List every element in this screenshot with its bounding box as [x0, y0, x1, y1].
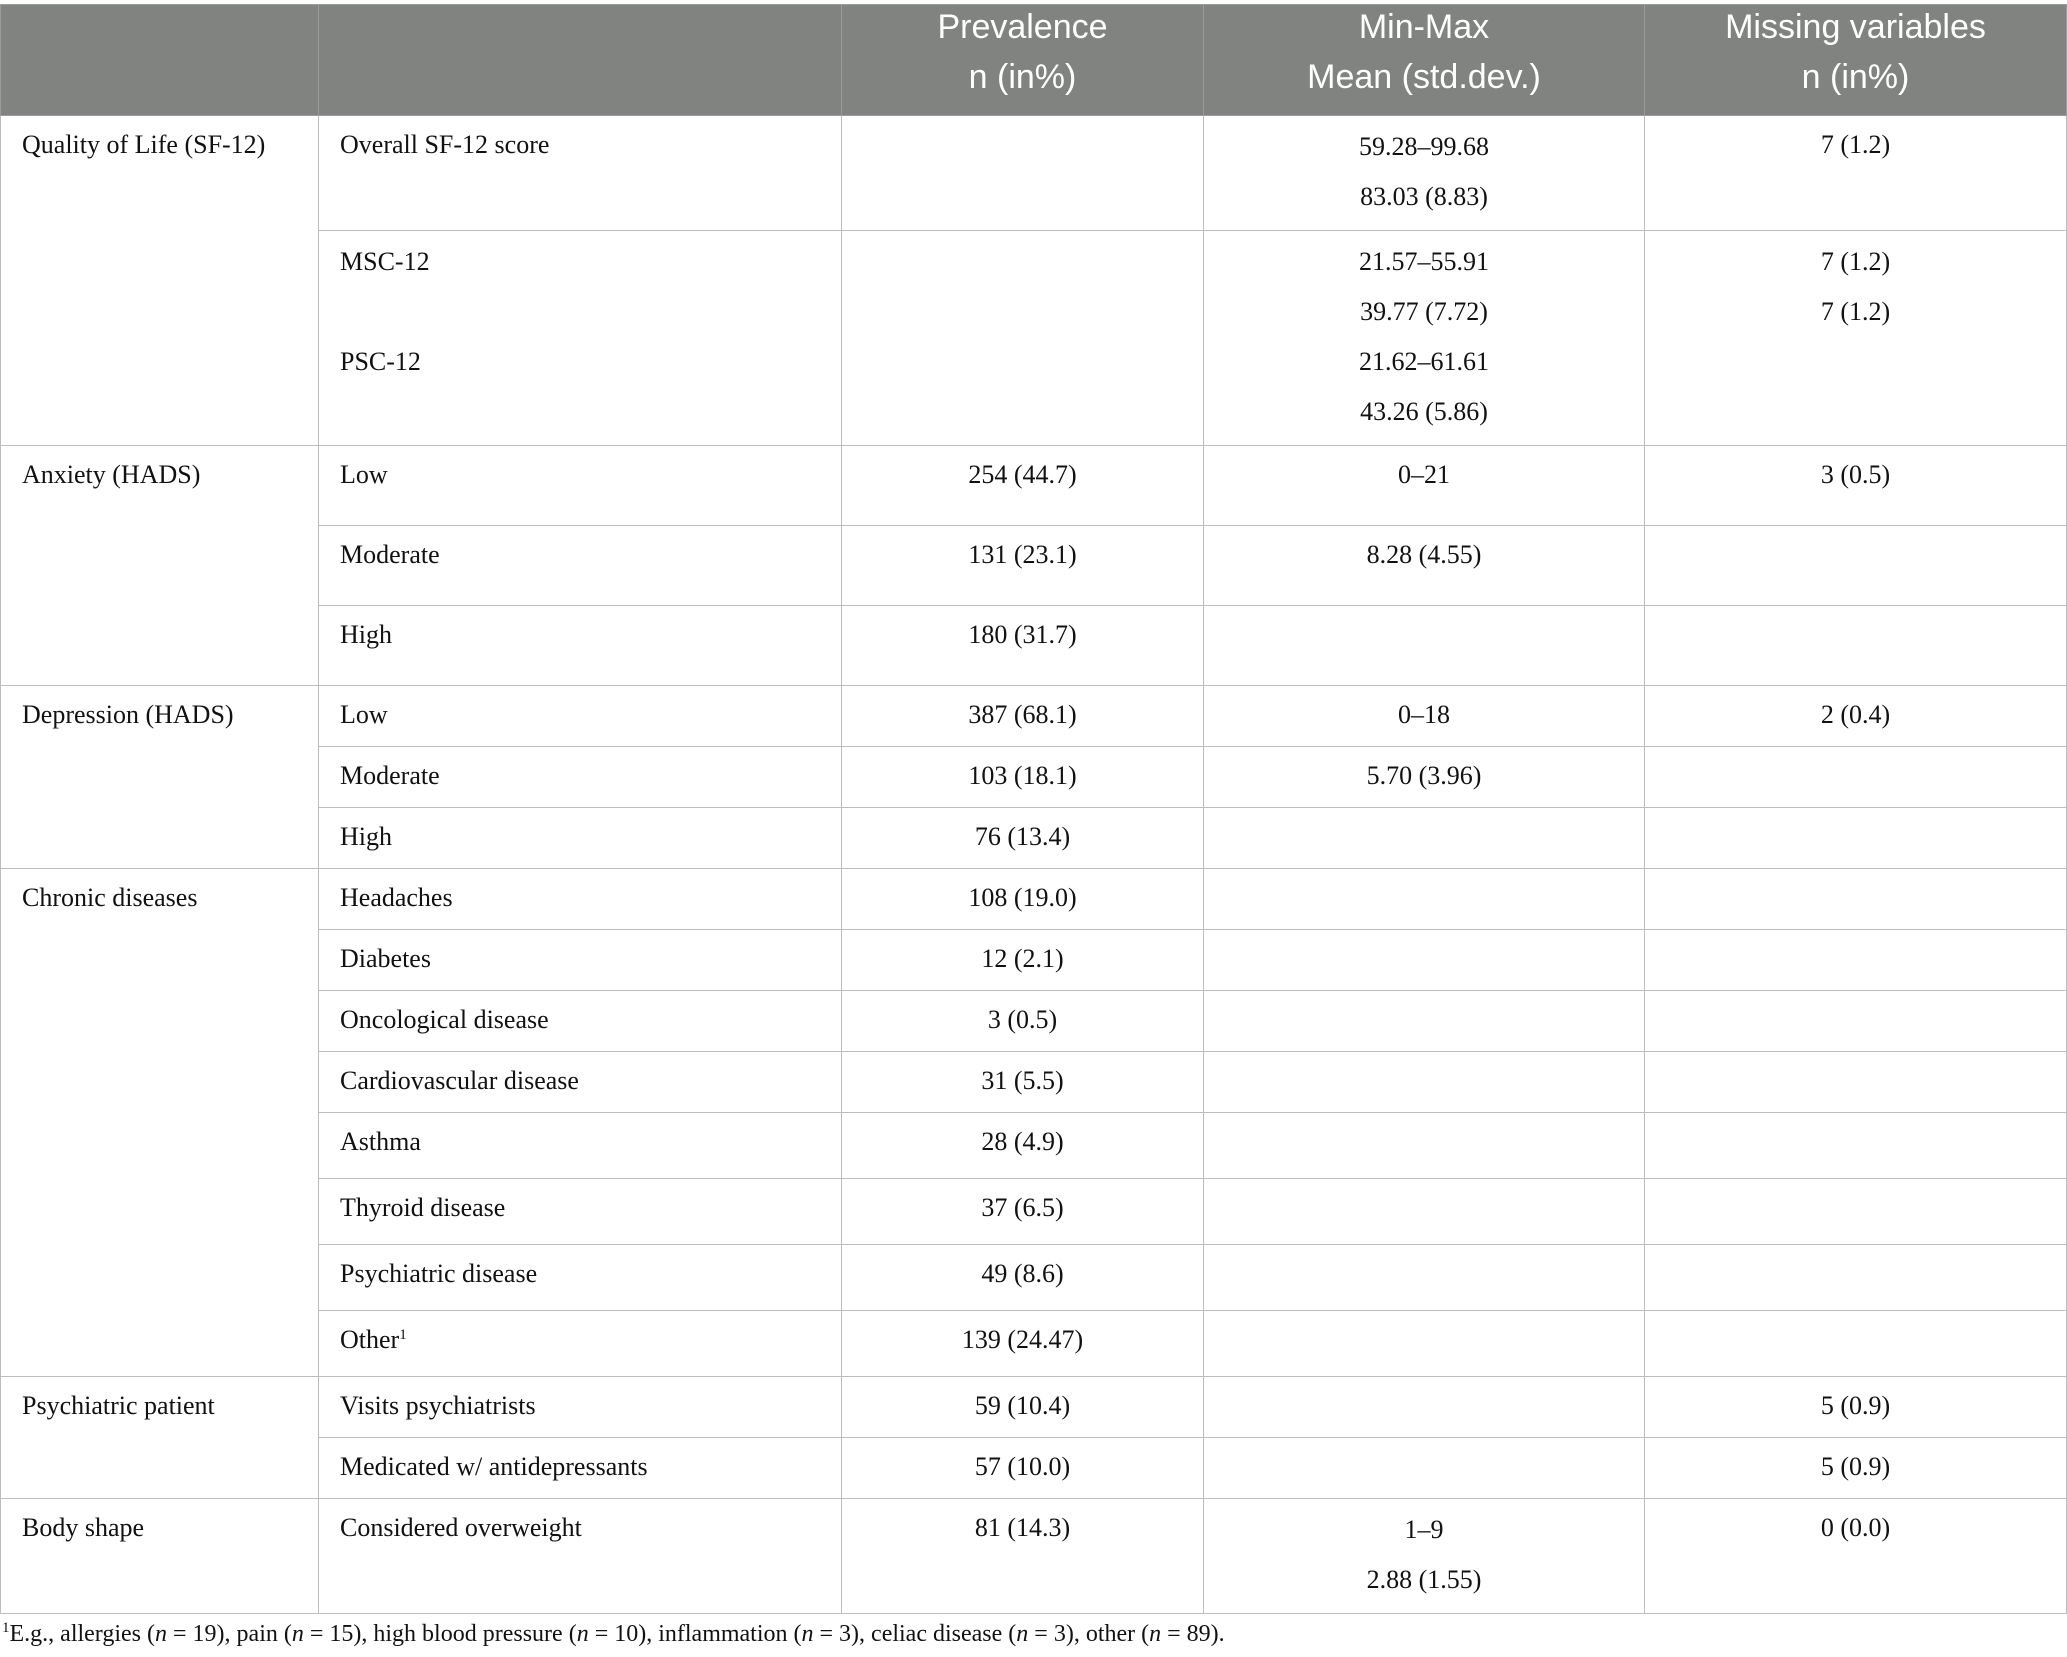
footnote-marker: 1 — [399, 1327, 407, 1343]
missing-cell — [1645, 606, 2067, 686]
category-cell: Depression (HADS) — [1, 686, 319, 869]
minmax-cell — [1204, 869, 1645, 930]
item-cell: Headaches — [319, 869, 842, 930]
minmax-value: 59.28–99.68 — [1359, 132, 1489, 161]
category-cell: Body shape — [1, 1499, 319, 1614]
missing-cell — [1645, 526, 2067, 606]
prevalence-cell: 76 (13.4) — [842, 808, 1204, 869]
mean-value: 2.88 (1.55) — [1366, 1565, 1482, 1594]
minmax-cell — [1204, 1113, 1645, 1179]
minmax-cell: 0–18 — [1204, 686, 1645, 747]
category-cell: Anxiety (HADS) — [1, 446, 319, 686]
prevalence-cell: 31 (5.5) — [842, 1052, 1204, 1113]
minmax-value: 21.57–55.91 — [1359, 247, 1489, 276]
missing-cell: 0 (0.0) — [1645, 1499, 2067, 1614]
table-row — [1, 1499, 2067, 1614]
minmax-cell — [1204, 1311, 1645, 1377]
item-cell: Cardiovascular disease — [319, 1052, 842, 1113]
header-category — [1, 5, 319, 116]
header-missing — [1645, 5, 2067, 116]
header-item — [319, 5, 842, 116]
minmax-cell — [1204, 1438, 1645, 1499]
missing-cell: 5 (0.9) — [1645, 1438, 2067, 1499]
missing-cell — [1645, 1311, 2067, 1377]
prevalence-cell: 108 (19.0) — [842, 869, 1204, 930]
item-cell: Overall SF-12 score — [319, 116, 842, 231]
prevalence-cell: 254 (44.7) — [842, 446, 1204, 526]
missing-value: 7 (1.2) — [1820, 297, 1891, 326]
prevalence-cell: 12 (2.1) — [842, 930, 1204, 991]
prevalence-cell: 103 (18.1) — [842, 747, 1204, 808]
minmax-cell — [1204, 606, 1645, 686]
category-cell: Chronic diseases — [1, 869, 319, 1377]
missing-cell — [1645, 1179, 2067, 1245]
missing-cell — [1645, 869, 2067, 930]
minmax-cell — [1204, 1377, 1645, 1438]
header-prevalence-line2: n (in%) — [968, 58, 1077, 96]
mean-value: 83.03 (8.83) — [1360, 182, 1488, 211]
missing-cell: 3 (0.5) — [1645, 446, 2067, 526]
minmax-cell — [1204, 231, 1645, 446]
minmax-cell — [1204, 116, 1645, 231]
table-row — [1, 446, 2067, 526]
missing-cell — [1645, 1245, 2067, 1311]
minmax-cell: 5.70 (3.96) — [1204, 747, 1645, 808]
missing-cell — [1645, 930, 2067, 991]
item-msc: MSC-12 — [340, 247, 430, 276]
header-minmax-line2: Mean (std.dev.) — [1307, 58, 1541, 96]
item-cell: High — [319, 606, 842, 686]
table-footnote: $^1$E.g., allergies (n = 19), pain (n = 15), high blood pressure (n = 10), inflammation (n = 3), celiac disease (n = 3), other (n = 89). — [2, 1620, 1225, 1647]
footnote-marker: 1 — [2, 1620, 10, 1636]
category-cell: Psychiatric patient — [1, 1377, 319, 1499]
prevalence-cell: 139 (24.47) — [842, 1311, 1204, 1377]
minmax-cell — [1204, 991, 1645, 1052]
item-cell: Low — [319, 686, 842, 747]
prevalence-cell: 49 (8.6) — [842, 1245, 1204, 1311]
mean-value: 43.26 (5.86) — [1360, 397, 1488, 426]
prevalence-cell: 28 (4.9) — [842, 1113, 1204, 1179]
prevalence-cell — [842, 116, 1204, 231]
minmax-cell — [1204, 930, 1645, 991]
header-missing-line1: Missing variables — [1725, 8, 1986, 46]
missing-cell — [1645, 1113, 2067, 1179]
missing-cell — [1645, 747, 2067, 808]
table-row — [1, 116, 2067, 231]
minmax-cell — [1204, 1499, 1645, 1614]
header-minmax — [1204, 5, 1645, 116]
prevalence-cell: 180 (31.7) — [842, 606, 1204, 686]
minmax-value: 1–9 — [1404, 1515, 1444, 1544]
prevalence-cell: 131 (23.1) — [842, 526, 1204, 606]
results-table — [0, 4, 2067, 1614]
minmax-cell — [1204, 1052, 1645, 1113]
missing-cell: 5 (0.9) — [1645, 1377, 2067, 1438]
header-prevalence — [842, 5, 1204, 116]
missing-cell: 7 (1.2) — [1645, 116, 2067, 231]
table-header-row — [1, 5, 2067, 116]
minmax-cell — [1204, 808, 1645, 869]
item-cell: Diabetes — [319, 930, 842, 991]
missing-cell — [1645, 1052, 2067, 1113]
item-cell: Considered overweight — [319, 1499, 842, 1614]
item-psc: PSC-12 — [340, 347, 421, 376]
prevalence-cell: 37 (6.5) — [842, 1179, 1204, 1245]
item-other: Other — [340, 1325, 400, 1354]
minmax-cell: 8.28 (4.55) — [1204, 526, 1645, 606]
mean-value: 39.77 (7.72) — [1360, 297, 1488, 326]
prevalence-cell — [842, 231, 1204, 446]
item-cell: Moderate — [319, 526, 842, 606]
prevalence-cell: 59 (10.4) — [842, 1377, 1204, 1438]
header-missing-line2: n (in%) — [1801, 58, 1910, 96]
item-cell: Visits psychiatrists — [319, 1377, 842, 1438]
header-prevalence-line1: Prevalence — [937, 8, 1108, 46]
item-cell: High — [319, 808, 842, 869]
minmax-value: 21.62–61.61 — [1359, 347, 1489, 376]
table-row — [1, 686, 2067, 747]
prevalence-cell: 57 (10.0) — [842, 1438, 1204, 1499]
item-cell: Moderate — [319, 747, 842, 808]
item-cell: Low — [319, 446, 842, 526]
missing-cell: 2 (0.4) — [1645, 686, 2067, 747]
missing-cell — [1645, 991, 2067, 1052]
item-cell: Asthma — [319, 1113, 842, 1179]
item-cell — [319, 231, 842, 446]
category-cell: Quality of Life (SF-12) — [1, 116, 319, 446]
item-cell — [319, 1311, 842, 1377]
missing-value: 7 (1.2) — [1820, 247, 1891, 276]
item-cell: Psychiatric disease — [319, 1245, 842, 1311]
minmax-cell — [1204, 1179, 1645, 1245]
table-row — [1, 869, 2067, 930]
missing-cell — [1645, 808, 2067, 869]
prevalence-cell: 387 (68.1) — [842, 686, 1204, 747]
minmax-cell: 0–21 — [1204, 446, 1645, 526]
item-cell: Medicated w/ antidepressants — [319, 1438, 842, 1499]
item-cell: Thyroid disease — [319, 1179, 842, 1245]
prevalence-cell: 3 (0.5) — [842, 991, 1204, 1052]
missing-cell — [1645, 231, 2067, 446]
table-row — [1, 1377, 2067, 1438]
item-cell: Oncological disease — [319, 991, 842, 1052]
header-minmax-line1: Min-Max — [1358, 8, 1490, 46]
minmax-cell — [1204, 1245, 1645, 1311]
prevalence-cell: 81 (14.3) — [842, 1499, 1204, 1614]
